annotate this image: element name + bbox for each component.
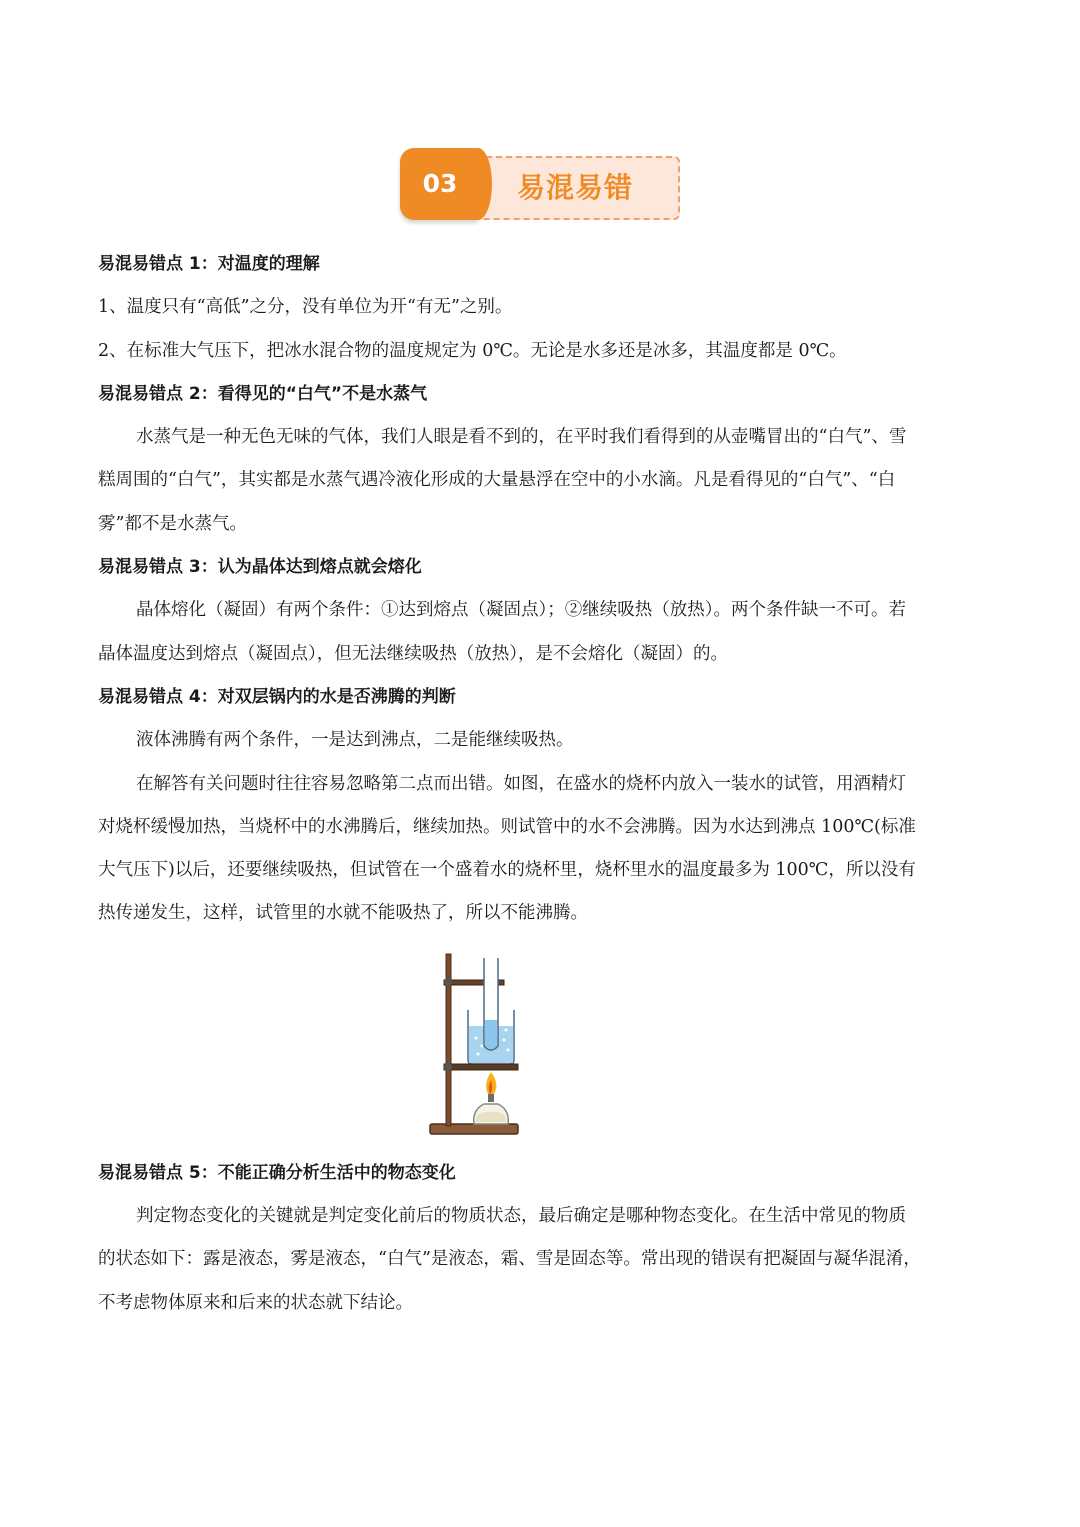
document-body xyxy=(98,243,988,1325)
section-banner xyxy=(400,148,682,224)
section-1-heading: 易混易错点 1：对温度的理解 xyxy=(98,254,320,274)
section-4-line-4: 大气压下)以后，还要继续吸热，但试管在一个盛着水的烧杯里，烧杯里水的温度最多为 100℃，所以没有 xyxy=(98,860,916,881)
stand-base xyxy=(430,1124,518,1134)
lower-clamp-knob xyxy=(444,1063,452,1071)
section-2-heading: 易混易错点 2：看得见的“白气”不是水蒸气 xyxy=(98,383,428,404)
section-5-line-3: 不考虑物体原来和后来的状态就下结论。 xyxy=(98,1292,413,1313)
section-4-line-2: 在解答有关问题时往往容易忽略第二点而出错。如图，在盛水的烧杯内放入一装水的试管，用酒精灯 xyxy=(136,773,906,794)
section-5-heading: 易混易错点 5：不能正确分析生活中的物态变化 xyxy=(98,1162,456,1183)
apparatus-figure xyxy=(98,936,988,1152)
section-2-line-1: 水蒸气是一种无色无味的气体，我们人眼是看不到的，在平时我们看得到的从壶嘴冒出的“白气”、雪 xyxy=(136,427,907,448)
upper-clamp-knob xyxy=(444,978,452,986)
section-3-line-2: 晶体温度达到熔点（凝固点），但无法继续吸热（放热），是不会熔化（凝固）的。 xyxy=(98,643,728,664)
banner-number: 03 xyxy=(422,169,458,198)
boiling-apparatus-illustration xyxy=(428,950,528,1140)
section-1-line-1: 1、温度只有“高低”之分，没有单位为开“有无”之别。 xyxy=(98,297,513,318)
section-1-line-2: 2、在标准大气压下，把冰水混合物的温度规定为 0℃。无论是水多还是冰多，其温度都是 0℃。 xyxy=(98,340,847,361)
banner-title: 易混易错 xyxy=(516,171,633,204)
alcohol-liquid xyxy=(476,1112,506,1122)
section-4-line-1: 液体沸腾有两个条件，一是达到沸点，二是能继续吸热。 xyxy=(136,730,574,751)
section-2-line-3: 雾”都不是水蒸气。 xyxy=(98,513,247,534)
section-4-heading: 易混易错点 4：对双层锅内的水是否沸腾的判断 xyxy=(98,686,456,707)
lamp-wick-holder xyxy=(488,1094,494,1102)
section-3-heading: 易混易错点 3：认为晶体达到熔点就会熔化 xyxy=(98,557,422,578)
section-4-line-3: 对烧杯缓慢加热，当烧杯中的水沸腾后，继续加热。则试管中的水不会沸腾。因为水达到沸点 100℃(标准 xyxy=(98,816,916,837)
section-5-line-2: 的状态如下：露是液态，雾是液态，“白气”是液态，霜、雪是固态等。常出现的错误有把凝固与凝华混淆， xyxy=(98,1249,921,1270)
section-3-line-1: 晶体熔化（凝固）有两个条件：①达到熔点（凝固点）；②继续吸热（放热）。两个条件缺一不可。若 xyxy=(136,600,906,621)
test-tube-water xyxy=(485,1020,497,1049)
gauze-ring xyxy=(444,1064,518,1070)
section-5-line-1: 判定物态变化的关键就是判定变化前后的物质状态，最后确定是哪种物态变化。在生活中常见的物质 xyxy=(136,1206,906,1227)
section-2-line-2: 糕周围的“白气”，其实都是水蒸气遇冷液化形成的大量悬浮在空中的小水滴。凡是看得见的“白气”、“白 xyxy=(98,470,896,491)
section-4-line-5: 热传递发生，这样，试管里的水就不能吸热了，所以不能沸腾。 xyxy=(98,903,588,924)
